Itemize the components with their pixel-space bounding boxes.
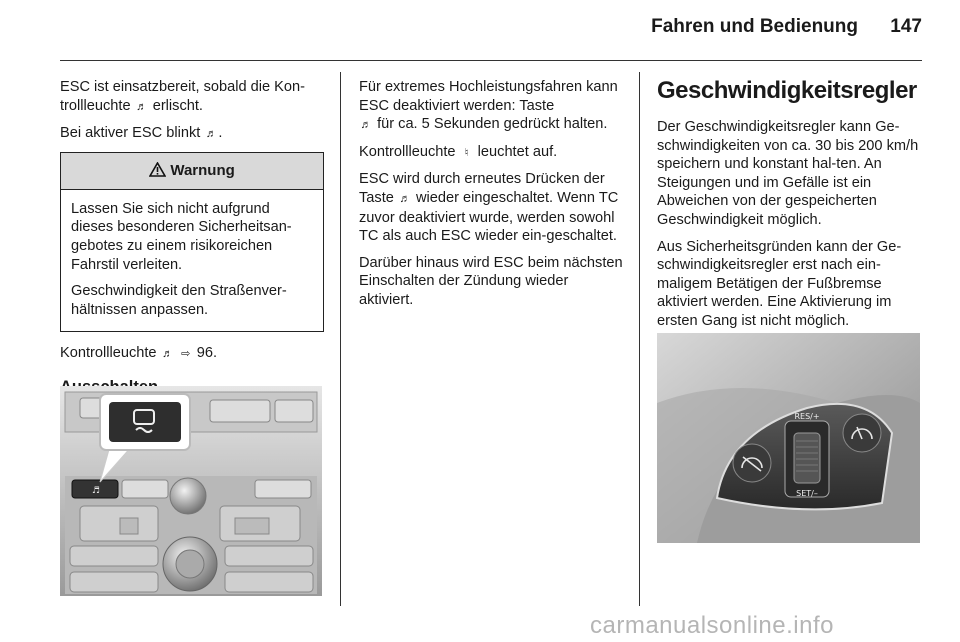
res-label: RES/+ <box>794 412 820 421</box>
paragraph: Kontrollleuchte ♮ leuchtet auf. <box>359 143 623 163</box>
column-divider <box>639 72 640 606</box>
paragraph: Für extremes Hochleistungsfahren kann ESC deaktiviert werden: Taste ♬ für ca. 5 Sekunden gedrückt halten. <box>359 78 623 135</box>
warning-box <box>60 152 324 333</box>
page-number: 147 <box>890 16 922 37</box>
svg-text:♬: ♬ <box>92 486 101 496</box>
warning-text: Geschwindigkeit den Straßenver-hältnissen anpassen. <box>71 283 287 318</box>
paragraph: Kontrollleuchte ♬ ⇨ 96. <box>60 344 324 364</box>
warning-text: Lassen Sie sich nicht aufgrund dieses besonderen Sicherheitsan-gebotes zu einem risikoreichen Fahrstil verleiten. <box>71 200 292 273</box>
esc-skid-icon: ♬ <box>205 128 217 141</box>
esc-skid-icon: ♬ <box>162 348 174 361</box>
paragraph: ESC wird durch erneutes Drücken der Taste ♬ wieder eingeschaltet. Wenn TC zuvor deaktiviert wurde, werden sowohl TC als auch ESC wieder ein-geschaltet. <box>359 171 619 245</box>
paragraph: Darüber hinaus wird ESC beim nächsten Einschalten der Zündung wieder aktiviert. <box>359 254 623 308</box>
paragraph: Bei aktiver ESC blinkt ♬ . <box>60 124 324 144</box>
section-heading: Geschwindigkeitsregler <box>657 77 917 104</box>
set-label: SET/– <box>796 489 818 498</box>
column-2 <box>359 78 623 318</box>
page-reference-icon: ⇨ <box>181 348 191 361</box>
tc-off-icon: ♮ <box>464 146 469 159</box>
paragraph: ESC ist einsatzbereit, sobald die Kon- trollleuchte ♬ erlischt. <box>60 78 324 116</box>
warning-header: Warnung <box>61 153 323 190</box>
esc-skid-icon: ♬ <box>136 100 148 113</box>
center-console-figure <box>60 386 322 596</box>
warning-triangle-icon <box>149 162 166 177</box>
chapter-title: Fahren und Bedienung <box>651 16 858 37</box>
column-3 <box>657 78 923 339</box>
header-rule <box>60 60 922 61</box>
column-divider <box>340 72 341 606</box>
esc-skid-icon: ♬ <box>399 192 411 205</box>
column-1 <box>60 78 324 409</box>
watermark: carmanualsonline.info <box>590 612 834 639</box>
paragraph: Aus Sicherheitsgründen kann der Ge-schwindigkeitsregler erst nach ein-maligem Betätigen der Fußbremse aktiviert werden. Eine Aktivierung im ersten Gang ist nicht möglich. <box>657 238 902 329</box>
paragraph: Der Geschwindigkeitsregler kann Ge-schwindigkeiten von ca. 30 bis 200 km/h speichern und konstant hal-ten. An Steigungen und im Gefälle ist ein Abweichen von der gespeicherten Geschwindigkeit möglich. <box>657 119 919 228</box>
cruise-control-figure <box>657 333 920 543</box>
page-header <box>60 16 922 46</box>
esc-skid-icon: ♬ <box>360 119 372 132</box>
